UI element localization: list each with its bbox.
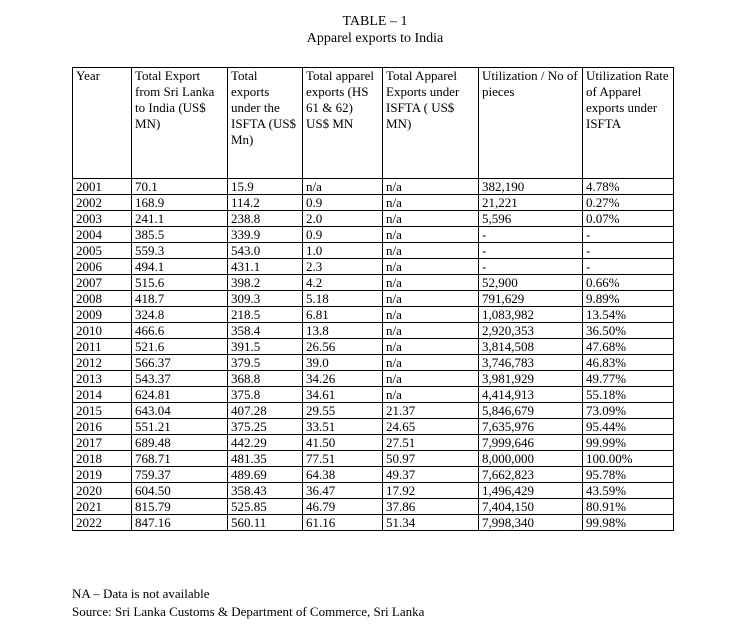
cell-utilization-pieces: 7,998,340 bbox=[479, 515, 583, 531]
cell-isfta-exports: 375.8 bbox=[228, 387, 303, 403]
cell-apparel-exports: 0.9 bbox=[303, 227, 383, 243]
cell-isfta-exports: 358.43 bbox=[228, 483, 303, 499]
cell-apparel-isfta: 21.37 bbox=[383, 403, 479, 419]
cell-year: 2018 bbox=[73, 451, 132, 467]
cell-year: 2016 bbox=[73, 419, 132, 435]
cell-total-export: 385.5 bbox=[132, 227, 228, 243]
cell-total-export: 624.81 bbox=[132, 387, 228, 403]
cell-total-export: 466.6 bbox=[132, 323, 228, 339]
footnote: NA – Data is not available bbox=[72, 586, 210, 601]
cell-apparel-isfta: n/a bbox=[383, 387, 479, 403]
cell-utilization-rate: 9.89% bbox=[583, 291, 674, 307]
cell-isfta-exports: 368.8 bbox=[228, 371, 303, 387]
cell-year: 2013 bbox=[73, 371, 132, 387]
table-row bbox=[73, 307, 674, 323]
cell-total-export: 515.6 bbox=[132, 275, 228, 291]
cell-apparel-exports: 29.55 bbox=[303, 403, 383, 419]
cell-utilization-pieces: 382,190 bbox=[479, 179, 583, 195]
header-utilization-pieces: Utilization / No of pieces bbox=[479, 68, 583, 179]
cell-isfta-exports: 543.0 bbox=[228, 243, 303, 259]
cell-apparel-isfta: 37.86 bbox=[383, 499, 479, 515]
cell-utilization-rate: 95.44% bbox=[583, 419, 674, 435]
cell-year: 2022 bbox=[73, 515, 132, 531]
cell-total-export: 241.1 bbox=[132, 211, 228, 227]
cell-utilization-rate: 49.77% bbox=[583, 371, 674, 387]
cell-utilization-pieces: 791,629 bbox=[479, 291, 583, 307]
cell-utilization-pieces: 3,746,783 bbox=[479, 355, 583, 371]
table-row bbox=[73, 499, 674, 515]
cell-total-export: 551.21 bbox=[132, 419, 228, 435]
cell-utilization-pieces: 5,846,679 bbox=[479, 403, 583, 419]
cell-year: 2015 bbox=[73, 403, 132, 419]
cell-apparel-exports: 61.16 bbox=[303, 515, 383, 531]
cell-utilization-pieces: 2,920,353 bbox=[479, 323, 583, 339]
cell-apparel-exports: 46.79 bbox=[303, 499, 383, 515]
cell-utilization-rate: 0.07% bbox=[583, 211, 674, 227]
cell-year: 2011 bbox=[73, 339, 132, 355]
cell-utilization-pieces: 3,981,929 bbox=[479, 371, 583, 387]
cell-isfta-exports: 391.5 bbox=[228, 339, 303, 355]
cell-total-export: 815.79 bbox=[132, 499, 228, 515]
cell-year: 2014 bbox=[73, 387, 132, 403]
cell-year: 2017 bbox=[73, 435, 132, 451]
cell-utilization-pieces: 21,221 bbox=[479, 195, 583, 211]
cell-apparel-exports: 33.51 bbox=[303, 419, 383, 435]
cell-apparel-isfta: n/a bbox=[383, 323, 479, 339]
cell-year: 2001 bbox=[73, 179, 132, 195]
apparel-exports-table bbox=[72, 67, 674, 531]
table-row bbox=[73, 435, 674, 451]
table-row bbox=[73, 275, 674, 291]
cell-utilization-rate: 36.50% bbox=[583, 323, 674, 339]
cell-apparel-isfta: n/a bbox=[383, 371, 479, 387]
cell-apparel-exports: 39.0 bbox=[303, 355, 383, 371]
cell-apparel-isfta: n/a bbox=[383, 179, 479, 195]
cell-apparel-exports: 34.26 bbox=[303, 371, 383, 387]
cell-apparel-exports: 36.47 bbox=[303, 483, 383, 499]
cell-isfta-exports: 442.29 bbox=[228, 435, 303, 451]
table-row bbox=[73, 355, 674, 371]
cell-year: 2008 bbox=[73, 291, 132, 307]
cell-total-export: 847.16 bbox=[132, 515, 228, 531]
cell-utilization-rate: 47.68% bbox=[583, 339, 674, 355]
cell-isfta-exports: 481.35 bbox=[228, 451, 303, 467]
cell-utilization-pieces: - bbox=[479, 259, 583, 275]
cell-utilization-pieces: 8,000,000 bbox=[479, 451, 583, 467]
cell-isfta-exports: 339.9 bbox=[228, 227, 303, 243]
header-apparel-isfta: Total Apparel Exports under ISFTA ( US$ MN) bbox=[383, 68, 479, 179]
cell-year: 2021 bbox=[73, 499, 132, 515]
cell-utilization-rate: 4.78% bbox=[583, 179, 674, 195]
table-row bbox=[73, 211, 674, 227]
cell-total-export: 689.48 bbox=[132, 435, 228, 451]
table-row bbox=[73, 179, 674, 195]
cell-utilization-rate: - bbox=[583, 243, 674, 259]
cell-utilization-rate: 99.98% bbox=[583, 515, 674, 531]
table-row bbox=[73, 243, 674, 259]
cell-year: 2004 bbox=[73, 227, 132, 243]
cell-utilization-pieces: 3,814,508 bbox=[479, 339, 583, 355]
cell-isfta-exports: 358.4 bbox=[228, 323, 303, 339]
cell-year: 2012 bbox=[73, 355, 132, 371]
table-row bbox=[73, 371, 674, 387]
table-title: TABLE – 1 bbox=[342, 14, 408, 29]
cell-isfta-exports: 309.3 bbox=[228, 291, 303, 307]
cell-isfta-exports: 114.2 bbox=[228, 195, 303, 211]
cell-year: 2020 bbox=[73, 483, 132, 499]
cell-utilization-rate: - bbox=[583, 259, 674, 275]
cell-utilization-rate: 46.83% bbox=[583, 355, 674, 371]
cell-year: 2003 bbox=[73, 211, 132, 227]
table-row bbox=[73, 323, 674, 339]
cell-isfta-exports: 238.8 bbox=[228, 211, 303, 227]
cell-utilization-rate: 43.59% bbox=[583, 483, 674, 499]
cell-utilization-pieces: 7,662,823 bbox=[479, 467, 583, 483]
cell-apparel-isfta: 51.34 bbox=[383, 515, 479, 531]
cell-apparel-isfta: 49.37 bbox=[383, 467, 479, 483]
cell-utilization-rate: 99.99% bbox=[583, 435, 674, 451]
cell-isfta-exports: 525.85 bbox=[228, 499, 303, 515]
cell-apparel-exports: n/a bbox=[303, 179, 383, 195]
cell-isfta-exports: 407.28 bbox=[228, 403, 303, 419]
cell-year: 2002 bbox=[73, 195, 132, 211]
cell-utilization-pieces: 5,596 bbox=[479, 211, 583, 227]
cell-utilization-rate: 80.91% bbox=[583, 499, 674, 515]
cell-apparel-isfta: 27.51 bbox=[383, 435, 479, 451]
cell-total-export: 566.37 bbox=[132, 355, 228, 371]
cell-apparel-isfta: 24.65 bbox=[383, 419, 479, 435]
cell-total-export: 643.04 bbox=[132, 403, 228, 419]
cell-apparel-isfta: n/a bbox=[383, 275, 479, 291]
table-subtitle: Apparel exports to India bbox=[306, 31, 444, 46]
cell-total-export: 768.71 bbox=[132, 451, 228, 467]
cell-apparel-isfta: n/a bbox=[383, 243, 479, 259]
cell-total-export: 70.1 bbox=[132, 179, 228, 195]
cell-apparel-isfta: n/a bbox=[383, 291, 479, 307]
cell-isfta-exports: 218.5 bbox=[228, 307, 303, 323]
table-row bbox=[73, 451, 674, 467]
cell-utilization-rate: 0.66% bbox=[583, 275, 674, 291]
cell-year: 2009 bbox=[73, 307, 132, 323]
cell-apparel-exports: 2.0 bbox=[303, 211, 383, 227]
cell-isfta-exports: 379.5 bbox=[228, 355, 303, 371]
table-row bbox=[73, 291, 674, 307]
cell-apparel-exports: 0.9 bbox=[303, 195, 383, 211]
cell-apparel-isfta: n/a bbox=[383, 259, 479, 275]
cell-total-export: 324.8 bbox=[132, 307, 228, 323]
cell-apparel-isfta: n/a bbox=[383, 339, 479, 355]
cell-utilization-rate: 95.78% bbox=[583, 467, 674, 483]
cell-utilization-pieces: - bbox=[479, 243, 583, 259]
cell-apparel-exports: 1.0 bbox=[303, 243, 383, 259]
cell-year: 2006 bbox=[73, 259, 132, 275]
cell-apparel-isfta: 17.92 bbox=[383, 483, 479, 499]
cell-apparel-isfta: n/a bbox=[383, 211, 479, 227]
cell-total-export: 543.37 bbox=[132, 371, 228, 387]
cell-utilization-pieces: 7,404,150 bbox=[479, 499, 583, 515]
cell-apparel-isfta: n/a bbox=[383, 195, 479, 211]
header-isfta-exports: Total exports under the ISFTA (US$ Mn) bbox=[228, 68, 303, 179]
cell-utilization-pieces: 1,083,982 bbox=[479, 307, 583, 323]
cell-utilization-rate: 13.54% bbox=[583, 307, 674, 323]
cell-apparel-isfta: n/a bbox=[383, 307, 479, 323]
cell-total-export: 559.3 bbox=[132, 243, 228, 259]
header-year: Year bbox=[73, 68, 132, 179]
cell-isfta-exports: 398.2 bbox=[228, 275, 303, 291]
cell-apparel-isfta: n/a bbox=[383, 355, 479, 371]
cell-year: 2007 bbox=[73, 275, 132, 291]
header-utilization-rate: Utilization Rate of Apparel exports under ISFTA bbox=[583, 68, 674, 179]
cell-isfta-exports: 560.11 bbox=[228, 515, 303, 531]
table-body bbox=[73, 179, 674, 531]
cell-apparel-exports: 5.18 bbox=[303, 291, 383, 307]
table-row bbox=[73, 259, 674, 275]
cell-utilization-rate: 73.09% bbox=[583, 403, 674, 419]
table-row bbox=[73, 419, 674, 435]
header-total-export: Total Export from Sri Lanka to India (US$ MN) bbox=[132, 68, 228, 179]
cell-year: 2019 bbox=[73, 467, 132, 483]
cell-apparel-exports: 64.38 bbox=[303, 467, 383, 483]
table-row bbox=[73, 483, 674, 499]
cell-utilization-pieces: - bbox=[479, 227, 583, 243]
table-row bbox=[73, 515, 674, 531]
cell-utilization-pieces: 7,635,976 bbox=[479, 419, 583, 435]
header-row bbox=[73, 68, 674, 179]
cell-isfta-exports: 489.69 bbox=[228, 467, 303, 483]
cell-utilization-pieces: 1,496,429 bbox=[479, 483, 583, 499]
cell-total-export: 604.50 bbox=[132, 483, 228, 499]
cell-utilization-pieces: 7,999,646 bbox=[479, 435, 583, 451]
cell-apparel-exports: 6.81 bbox=[303, 307, 383, 323]
cell-total-export: 521.6 bbox=[132, 339, 228, 355]
cell-total-export: 418.7 bbox=[132, 291, 228, 307]
source-note: Source: Sri Lanka Customs & Department of Commerce, Sri Lanka bbox=[72, 604, 425, 619]
cell-apparel-isfta: n/a bbox=[383, 227, 479, 243]
cell-year: 2005 bbox=[73, 243, 132, 259]
cell-apparel-exports: 77.51 bbox=[303, 451, 383, 467]
cell-utilization-rate: - bbox=[583, 227, 674, 243]
cell-apparel-exports: 41.50 bbox=[303, 435, 383, 451]
cell-isfta-exports: 431.1 bbox=[228, 259, 303, 275]
cell-utilization-pieces: 4,414,913 bbox=[479, 387, 583, 403]
cell-utilization-rate: 100.00% bbox=[583, 451, 674, 467]
cell-utilization-rate: 55.18% bbox=[583, 387, 674, 403]
cell-apparel-exports: 4.2 bbox=[303, 275, 383, 291]
cell-total-export: 168.9 bbox=[132, 195, 228, 211]
header-apparel-exports: Total apparel exports (HS 61 & 62) US$ MN bbox=[303, 68, 383, 179]
cell-year: 2010 bbox=[73, 323, 132, 339]
cell-total-export: 759.37 bbox=[132, 467, 228, 483]
cell-utilization-rate: 0.27% bbox=[583, 195, 674, 211]
cell-isfta-exports: 15.9 bbox=[228, 179, 303, 195]
cell-apparel-exports: 2.3 bbox=[303, 259, 383, 275]
table-row bbox=[73, 467, 674, 483]
table-row bbox=[73, 339, 674, 355]
cell-apparel-exports: 34.61 bbox=[303, 387, 383, 403]
table-row bbox=[73, 387, 674, 403]
cell-apparel-isfta: 50.97 bbox=[383, 451, 479, 467]
cell-utilization-pieces: 52,900 bbox=[479, 275, 583, 291]
table-row bbox=[73, 195, 674, 211]
table-row bbox=[73, 403, 674, 419]
cell-total-export: 494.1 bbox=[132, 259, 228, 275]
cell-isfta-exports: 375.25 bbox=[228, 419, 303, 435]
cell-apparel-exports: 13.8 bbox=[303, 323, 383, 339]
table-row bbox=[73, 227, 674, 243]
cell-apparel-exports: 26.56 bbox=[303, 339, 383, 355]
